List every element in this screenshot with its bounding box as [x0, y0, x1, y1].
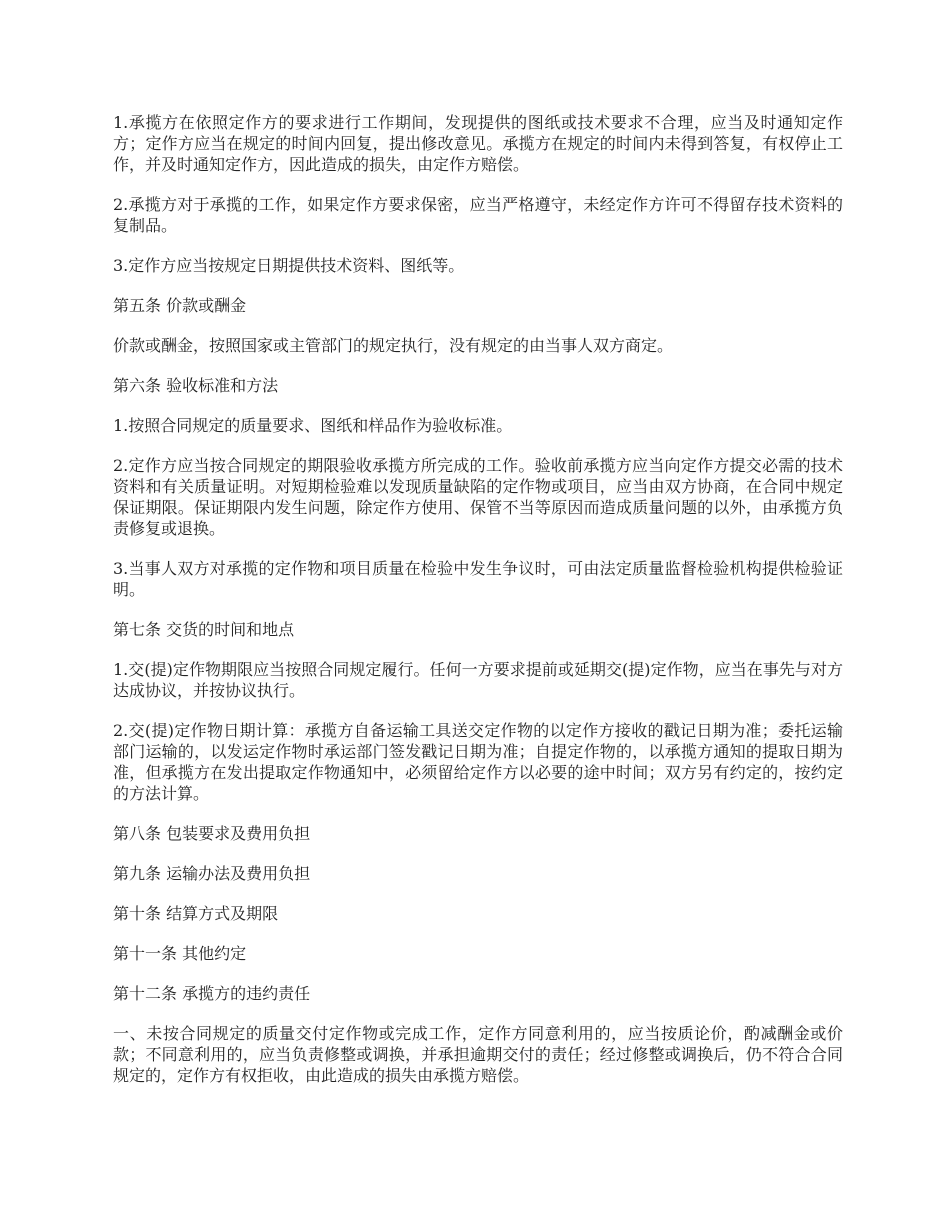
section-heading-7: 第七条 交货的时间和地点 [113, 620, 295, 639]
paragraph-2: 2.承揽方对于承揽的工作，如果定作方要求保密，应当严格遵守，未经定作方许可不得留存技术资料的复制品。 [113, 195, 843, 235]
paragraph-7: 1.按照合同规定的质量要求、图纸和样品作为验收标准。 [113, 416, 513, 435]
section-heading-5: 第五条 价款或酬金 [113, 296, 247, 315]
paragraph-8: 2.定作方应当按合同规定的期限验收承揽方所完成的工作。验收前承揽方应当向定作方提交必需的技术资料和有关质量证明。对短期检验难以发现质量缺陷的定作物或项目，应当由双方协商，在合同中规定保证期限。保证期限内发生问题，除定作方使用、保管不当等原因而造成质量问题的以外，由承揽方负责修复或退换。 [113, 456, 843, 538]
paragraph-9: 3.当事人双方对承揽的定作物和项目质量在检验中发生争议时，可由法定质量监督检验机构提供检验证明。 [113, 559, 843, 599]
paragraph-12: 2.交(提)定作物日期计算：承揽方自备运输工具送交定作物的以定作方接收的戳记日期为准；委托运输部门运输的，以发运定作物时承运部门签发戳记日期为准；自提定作物的，以承揽方通知的提取日期为准，但承揽方在发出提取定作物通知中，必须留给定作方以必要的途中时间；双方另有约定的，按约定的方法计算。 [113, 721, 843, 803]
paragraph-3: 3.定作方应当按规定日期提供技术资料、图纸等。 [113, 256, 465, 275]
section-heading-9: 第九条 运输办法及费用负担 [113, 864, 311, 883]
section-heading-12: 第十二条 承揽方的违约责任 [113, 984, 311, 1003]
section-heading-8: 第八条 包装要求及费用负担 [113, 824, 311, 843]
paragraph-18: 一、未按合同规定的质量交付定作物或完成工作，定作方同意利用的，应当按质论价，酌减酬金或价款；不同意利用的，应当负责修整或调换，并承担逾期交付的责任；经过修整或调换后，仍不符合合同规定的，定作方有权拒收，由此造成的损失由承揽方赔偿。 [113, 1024, 843, 1085]
paragraph-1: 1.承揽方在依照定作方的要求进行工作期间，发现提供的图纸或技术要求不合理，应当及时通知定作方；定作方应当在规定的时间内回复，提出修改意见。承揽方在规定的时间内未得到答复，有权停止工作，并及时通知定作方，因此造成的损失，由定作方赔偿。 [113, 113, 843, 174]
section-heading-6: 第六条 验收标准和方法 [113, 376, 279, 395]
section-heading-10: 第十条 结算方式及期限 [113, 904, 279, 923]
document-page [113, 112, 843, 1105]
paragraph-11: 1.交(提)定作物期限应当按照合同规定履行。任何一方要求提前或延期交(提)定作物，应当在事先与对方达成协议，并按协议执行。 [113, 660, 843, 700]
paragraph-5: 价款或酬金，按照国家或主管部门的规定执行，没有规定的由当事人双方商定。 [113, 336, 674, 355]
section-heading-11: 第十一条 其他约定 [113, 944, 247, 963]
